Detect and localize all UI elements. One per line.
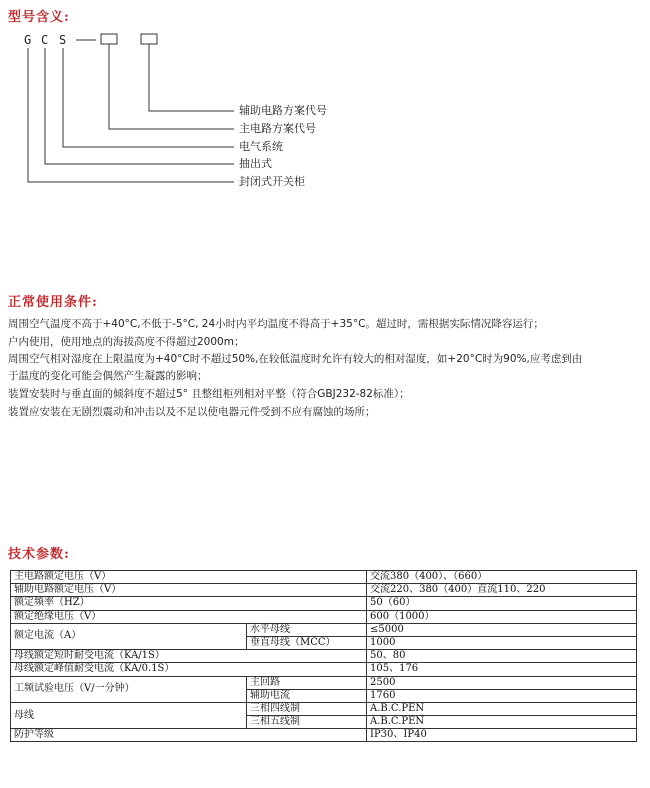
- table-row: [11, 663, 637, 676]
- param-label: 工频试验电压（V/一分钟）: [11, 676, 247, 702]
- param-sublabel: 辅助电流: [247, 689, 367, 702]
- table-row: [11, 623, 637, 636]
- table-row: [11, 571, 637, 584]
- param-label: 额定电流（A）: [11, 623, 247, 649]
- table-row: [11, 650, 637, 663]
- param-value: 105、176: [367, 663, 637, 676]
- table-row: [11, 729, 637, 742]
- param-value: 交流380（400）、（660）: [367, 571, 637, 584]
- model-meaning-heading: 型号含义:: [8, 10, 70, 25]
- legend-electrical-system: 电气系统: [239, 140, 283, 153]
- param-value: A.B.C.PEN: [367, 702, 637, 715]
- conditions-heading: 正常使用条件:: [8, 295, 98, 310]
- leader-aux: [149, 44, 234, 111]
- param-value: 2500: [367, 676, 637, 689]
- leader-main: [109, 44, 234, 129]
- legend-drawout: 抽出式: [239, 157, 272, 170]
- condition-line: 周围空气温度不高于+40°C,不低于-5°C, 24小时内平均温度不得高于+35°C。超过时，需根据实际情况降容运行；: [8, 318, 544, 330]
- param-value: 1000: [367, 636, 637, 649]
- table-row: [11, 702, 637, 715]
- param-value: IP30、IP40: [367, 729, 637, 742]
- table-row: [11, 676, 637, 689]
- table-row: [11, 597, 637, 610]
- spec-table: [10, 570, 637, 742]
- leader-enclosed: [28, 48, 234, 182]
- param-label: 辅助电路额定电压（V）: [11, 584, 367, 597]
- condition-line: 于温度的变化可能会偶然产生凝露的影响；: [8, 370, 208, 382]
- param-sublabel: 三相五线制: [247, 716, 367, 729]
- code-letter-s: S: [59, 33, 67, 47]
- param-label: 防护等级: [11, 729, 367, 742]
- param-label: 母线额定峰值耐受电流（KA/0.1S）: [11, 663, 367, 676]
- condition-line: 装置安装时与垂直面的倾斜度不超过5° 且整组柜列相对平整（符合GBJ232-82标准）；: [8, 388, 410, 400]
- condition-line: 周围空气相对湿度在上限温度为+40°C时不超过50%,在较低温度时允许有较大的相对湿度，如+20°C时为90%,应考虑到由: [8, 353, 583, 365]
- tech-params-heading: 技术参数:: [8, 547, 70, 562]
- table-row: [11, 610, 637, 623]
- param-sublabel: 三相四线制: [247, 702, 367, 715]
- model-code-lines: [0, 0, 650, 200]
- param-value: 交流220、380（400）直流110、220: [367, 584, 637, 597]
- model-code-diagram: [0, 0, 650, 200]
- param-value: ≤5000: [367, 623, 637, 636]
- param-sublabel: 水平母线: [247, 623, 367, 636]
- table-row: [11, 584, 637, 597]
- condition-line: 户内使用，使用地点的海拔高度不得超过2000m；: [8, 336, 245, 348]
- legend-aux-circuit: 辅助电路方案代号: [239, 104, 327, 117]
- code-box-aux: [141, 34, 157, 44]
- param-label: 母线: [11, 702, 247, 728]
- param-value: 600（1000）: [367, 610, 637, 623]
- param-label: 母线额定短时耐受电流（KA/1S）: [11, 650, 367, 663]
- param-value: A.B.C.PEN: [367, 716, 637, 729]
- legend-main-circuit: 主电路方案代号: [239, 122, 316, 135]
- param-value: 1760: [367, 689, 637, 702]
- param-value: 50（60）: [367, 597, 637, 610]
- code-letter-g: G: [24, 33, 32, 47]
- param-sublabel: 垂直母线（MCC）: [247, 636, 367, 649]
- param-label: 额定频率（HZ）: [11, 597, 367, 610]
- param-label: 额定绝缘电压（V）: [11, 610, 367, 623]
- param-value: 50、80: [367, 650, 637, 663]
- condition-line: 装置应安装在无剧烈震动和冲击以及不足以使电器元件受到不应有腐蚀的场所；: [8, 406, 376, 418]
- param-sublabel: 主回路: [247, 676, 367, 689]
- code-box-main: [101, 34, 117, 44]
- code-letter-c: C: [41, 33, 49, 47]
- legend-enclosed-switchgear: 封闭式开关柜: [239, 175, 305, 188]
- param-label: 主电路额定电压（V）: [11, 571, 367, 584]
